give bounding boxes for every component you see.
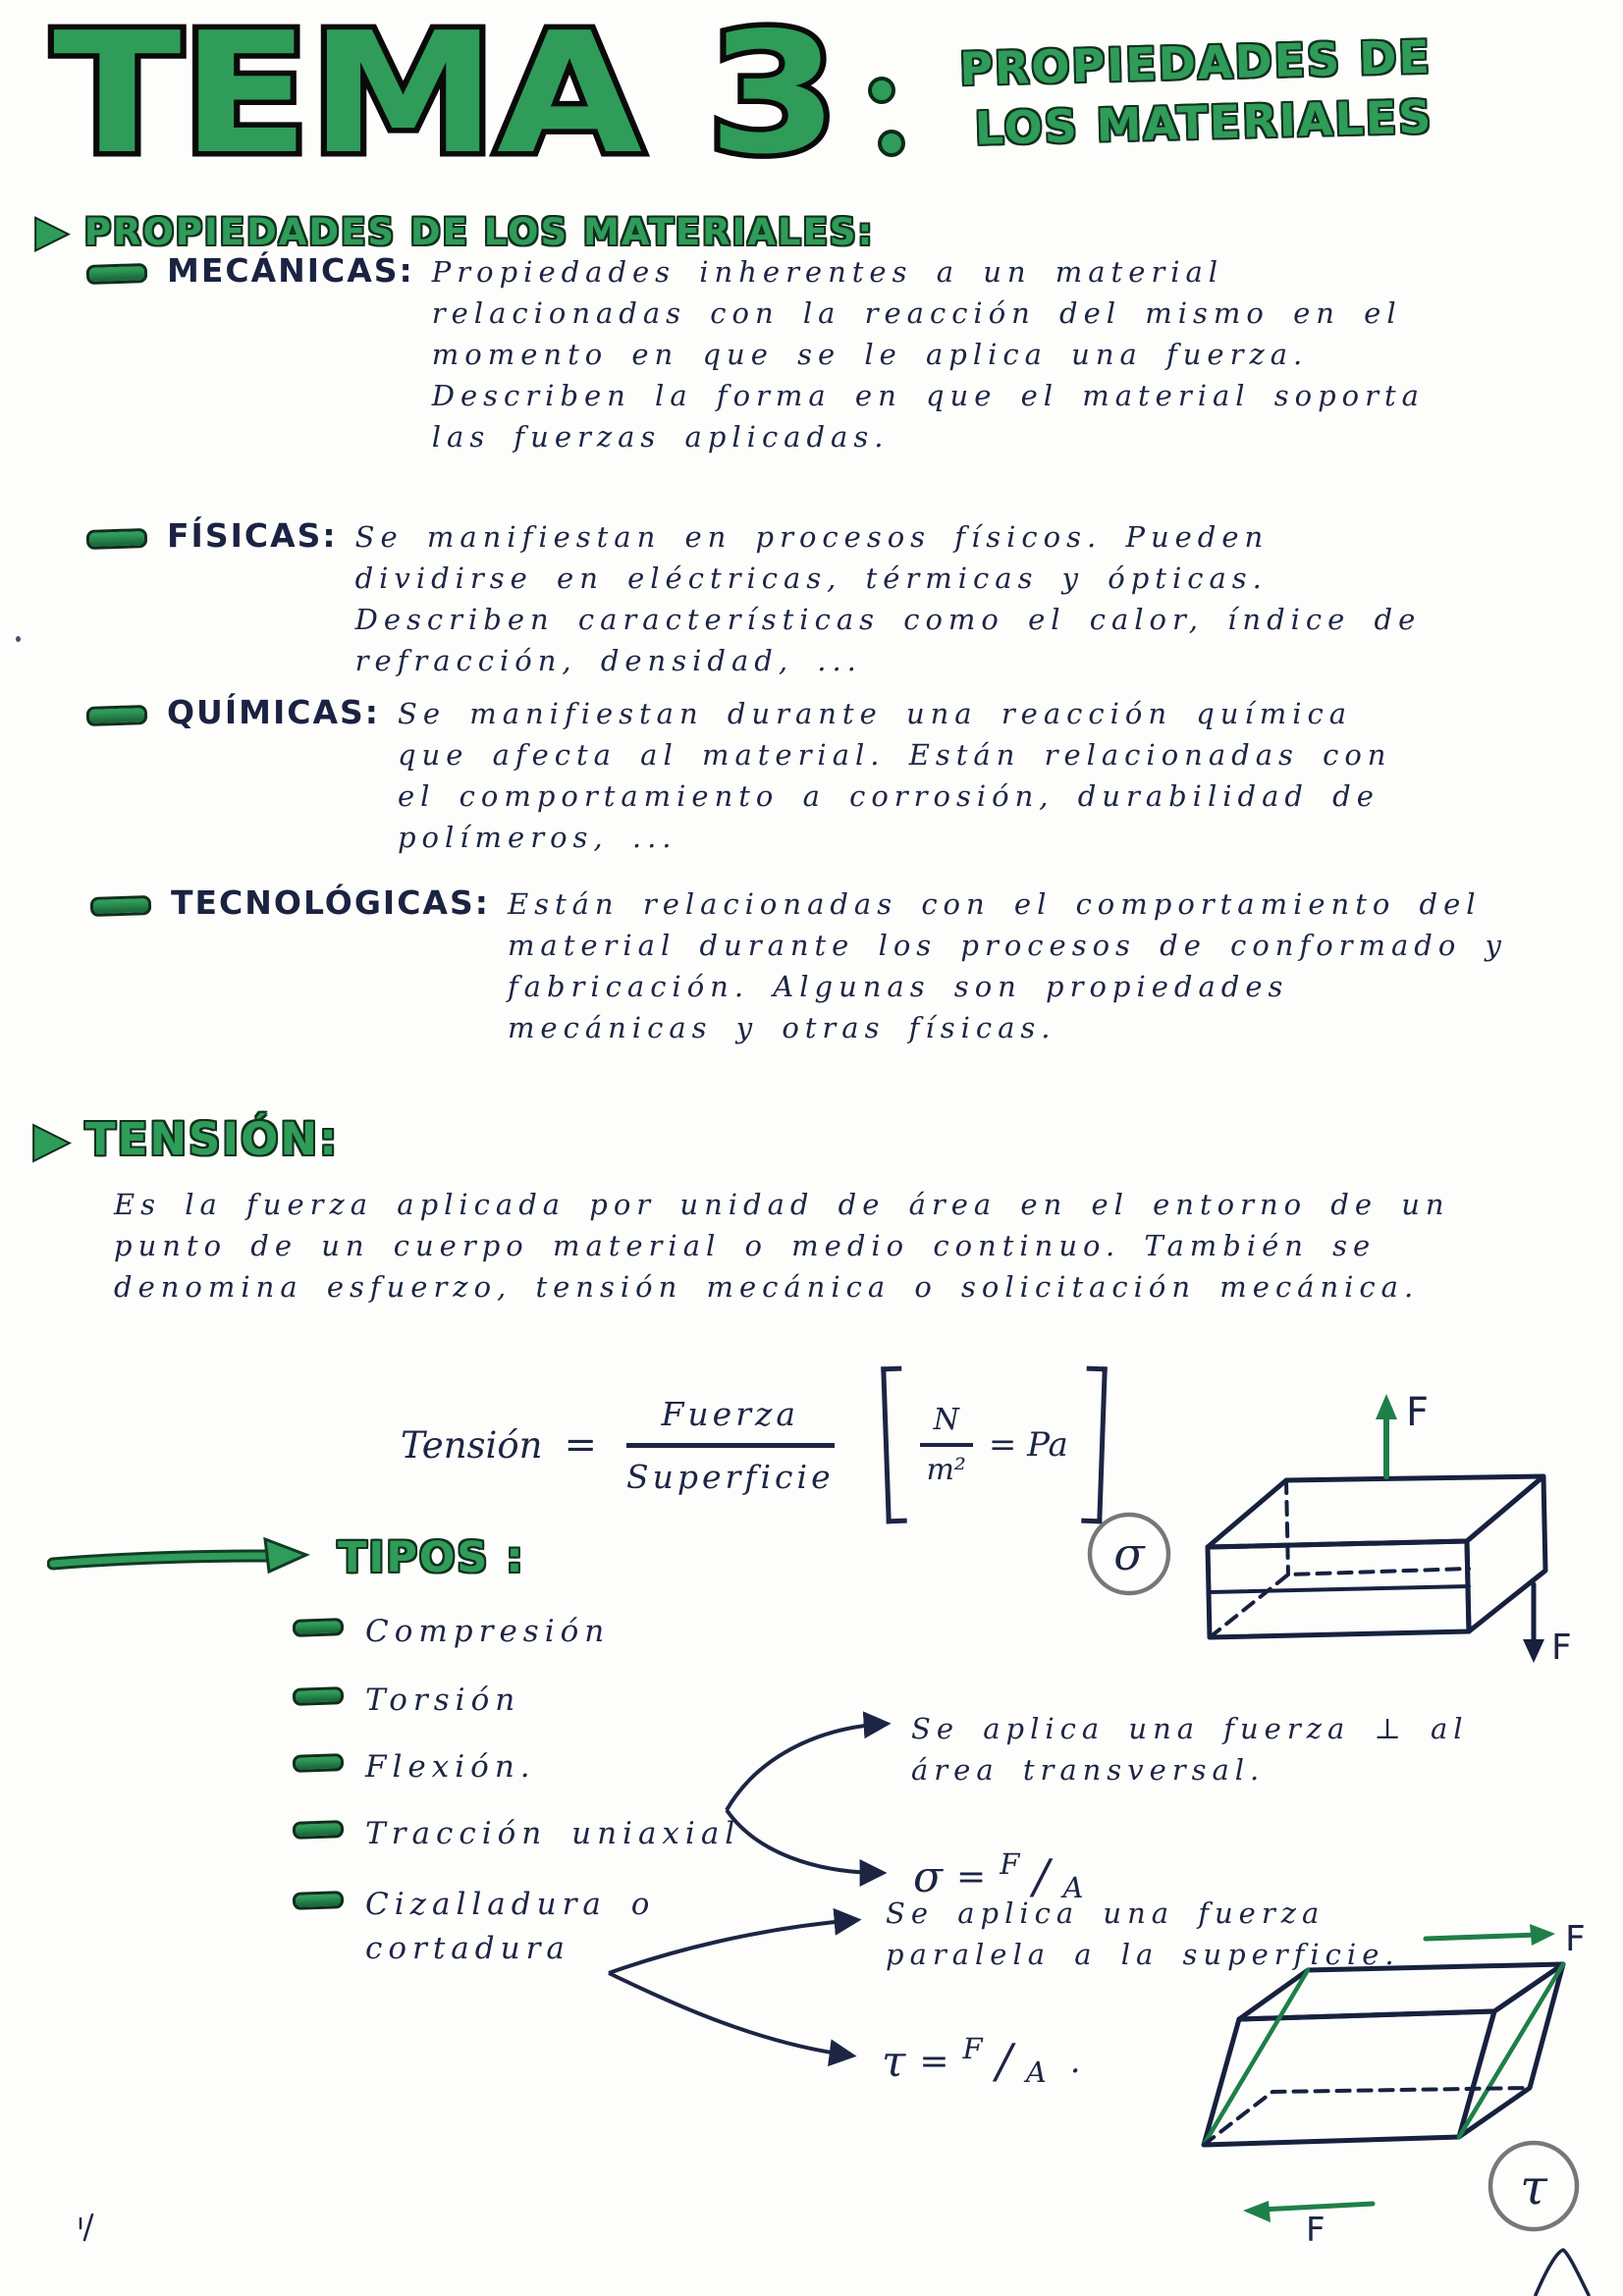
tension-formula — [401, 1366, 1105, 1523]
fraction-slash: / — [1033, 1849, 1050, 1904]
property-item-fisicas — [86, 516, 1451, 681]
units-denominator: m² — [926, 1453, 966, 1487]
property-term: MECÁNICAS: — [167, 251, 414, 290]
cizalla-note: Se aplica una fuerza paralela a la superficie. — [886, 1896, 1400, 1972]
force-down-arrowhead — [1523, 1639, 1544, 1663]
tipos-header — [47, 1533, 525, 1582]
type-label: Tracción uniaxial — [365, 1816, 741, 1851]
force-up-arrowhead — [1376, 1394, 1397, 1419]
type-label: Cizalladura o cortadura — [365, 1887, 656, 1966]
tau-symbol: τ — [1520, 2159, 1547, 2216]
green-dash-icon — [293, 1686, 345, 1706]
force-right-arrow — [1426, 1935, 1538, 1939]
force-right-arrowhead — [1530, 1924, 1555, 1946]
green-dash-icon — [90, 895, 152, 917]
fraction-numerator: Fuerza — [626, 1395, 835, 1448]
force-top-label: F — [1565, 1919, 1586, 1959]
force-left-arrowhead — [1243, 2201, 1271, 2222]
triangle-bullet-icon: ▶ — [33, 1111, 70, 1167]
fraction-denominator: Superficie — [625, 1457, 835, 1496]
green-dash-icon — [293, 1618, 345, 1637]
subtitle-line-1: PROPIEDADES DE — [958, 29, 1433, 96]
equals-sign: = — [956, 1856, 987, 1897]
title-bubble-letters — [45, 4, 929, 183]
left-bracket — [881, 1366, 907, 1524]
traccion-fork-arrows — [717, 1700, 908, 1892]
tau-symbol: τ — [882, 2036, 906, 2087]
units-numerator: N — [920, 1403, 973, 1447]
units-fraction — [920, 1403, 973, 1487]
formula-period: . — [1069, 2042, 1081, 2081]
property-term: FÍSICAS: — [167, 516, 338, 555]
sigma-symbol: σ — [913, 1851, 944, 1902]
force-left-arrow — [1261, 2204, 1373, 2210]
formula-denominator: A — [1062, 1871, 1084, 1904]
force-bottom-label: F — [1551, 1628, 1572, 1668]
type-item-torsion — [293, 1679, 520, 1723]
property-item-quimicas — [86, 693, 1422, 858]
type-label: Compresión — [365, 1614, 611, 1649]
traccion-note: Se aplica una fuerza ⊥ al área transversal. — [911, 1712, 1469, 1788]
property-item-tecnologicas — [90, 883, 1514, 1048]
property-definition: Propiedades inherentes a un material relacionadas con la reacción del mismo en el momento en que se le aplica una fuerza. Describen la forma en que el material soporta las fuerzas aplicadas. — [431, 255, 1425, 454]
fraction-slash: / — [996, 2034, 1012, 2089]
sigma-box-diagram — [1060, 1382, 1615, 1682]
properties-section-header — [35, 206, 875, 256]
formula-denominator: A — [1025, 2056, 1047, 2089]
force-top-label: F — [1406, 1390, 1430, 1435]
tension-section-header — [33, 1113, 339, 1165]
pen-mark-dot — [16, 636, 21, 642]
green-dash-icon — [86, 263, 148, 285]
shear-plane-diagonals — [1204, 1964, 1563, 2145]
triangle-bullet-icon: ▶ — [35, 206, 69, 256]
type-label: Flexión. — [365, 1749, 536, 1785]
property-definition: Están relacionadas con el comportamiento del material durante los procesos de conformado y fabricación. Algunas son propiedades mecánicas y otras físicas. — [507, 887, 1507, 1045]
pen-mark-bottom-left — [75, 2211, 100, 2244]
subtitle-line-2: LOS MATERIALES — [974, 89, 1434, 155]
page-subtitle — [958, 27, 1434, 159]
green-dash-icon — [293, 1753, 345, 1773]
long-green-arrow-icon — [47, 1534, 322, 1581]
tension-intro-paragraph: Es la fuerza aplicada por unidad de área en el entorno de un punto de un cuerpo material o medio continuo. También se denomina esfuerzo, tensión mecánica o solicitación mecánica. — [114, 1188, 1450, 1305]
force-bottom-label: F — [1306, 2211, 1325, 2243]
type-item-compresion — [293, 1610, 610, 1654]
title-colon-dot-top — [870, 79, 893, 102]
page-title: TEMA 3 — [53, 4, 839, 183]
box-hidden-edges — [1210, 1480, 1469, 1637]
property-term: QUÍMICAS: — [167, 693, 380, 731]
pen-mark-bottom-right — [1528, 2248, 1596, 2296]
formula-equals: = — [564, 1422, 597, 1468]
formula-fraction — [626, 1395, 835, 1496]
equals-sign: = — [919, 2041, 949, 2082]
units-result: = Pa — [988, 1425, 1068, 1465]
type-item-traccion — [293, 1812, 740, 1856]
formula-lhs: Tensión — [401, 1423, 543, 1467]
property-definition: Se manifiestan en procesos físicos. Pueden dividirse en eléctricas, térmicas y ópticas. Describen características como el calor, índice de refracción, densidad, ... — [354, 520, 1422, 678]
cizalla-fork-arrows — [601, 1877, 881, 2078]
tau-box-diagram — [1159, 1909, 1615, 2243]
tipos-label: TIPOS : — [338, 1533, 525, 1582]
cizalla-formula — [882, 2034, 1081, 2089]
property-definition: Se manifiestan durante una reacción química que afecta al material. Están relacionadas con el comportamiento a corrosión, durabilidad de polímeros, ... — [397, 697, 1392, 855]
green-dash-icon — [293, 1891, 345, 1910]
green-dash-icon — [86, 705, 148, 726]
hidden-edges — [1204, 2088, 1530, 2145]
sigma-symbol: σ — [1113, 1527, 1145, 1580]
box-edges — [1208, 1476, 1545, 1637]
formula-numerator: F — [1000, 1847, 1020, 1881]
green-dash-icon — [293, 1820, 345, 1840]
property-item-mecanicas — [86, 251, 1461, 457]
formula-numerator: F — [962, 2032, 983, 2065]
type-label: Torsión — [365, 1682, 521, 1718]
properties-header-text: PROPIEDADES DE LOS MATERIALES: — [83, 210, 875, 253]
tension-header-text: TENSIÓN: — [84, 1113, 340, 1165]
type-item-flexion — [293, 1745, 536, 1789]
title-colon-dot-bottom — [880, 132, 903, 155]
green-dash-icon — [86, 528, 148, 550]
property-term: TECNOLÓGICAS: — [171, 883, 490, 922]
